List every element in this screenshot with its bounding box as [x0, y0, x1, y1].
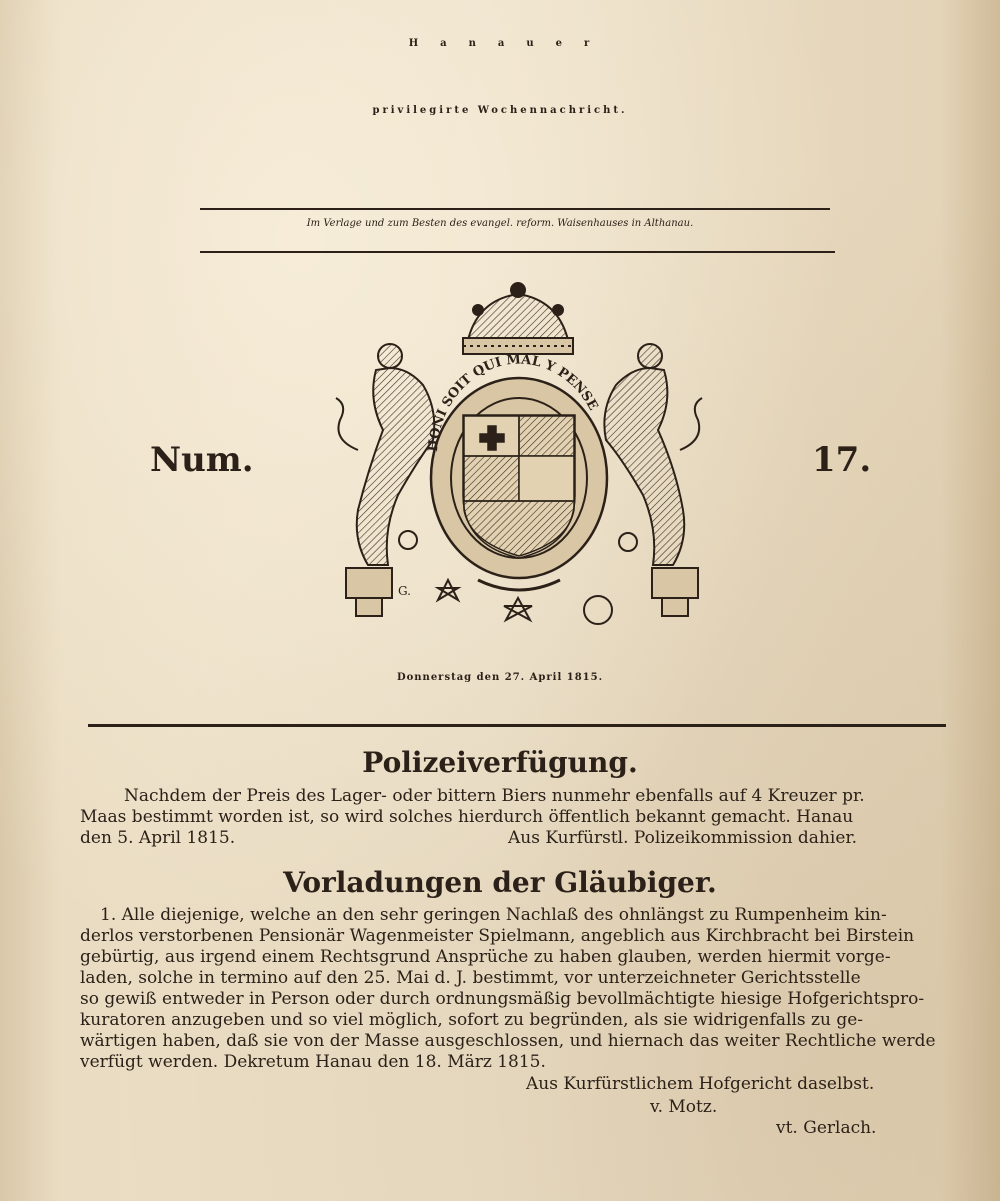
signature-motz: v. Motz.	[650, 1097, 718, 1117]
masthead-title: privilegirte Wochennachricht.	[372, 105, 628, 116]
issue-date: Donnerstag den 27. April 1815.	[396, 672, 604, 683]
royal-coat-of-arms-icon	[328, 280, 708, 650]
creditors-line: gebürtig, aus irgend einem Rechtsgrund Ansprüche zu haben glauben, werden hiermit vorge-	[80, 947, 891, 967]
police-line: Maas bestimmt worden ist, so wird solches hierdurch öffentlich bekannt gemacht. Hanau	[80, 807, 854, 827]
creditors-line: wärtigen haben, daß sie von der Masse ausgeschlossen, und hiernach das weiter Rechtliche werde	[80, 1031, 936, 1051]
creditors-line: 1. Alle diejenige, welche an den sehr geringen Nachlaß des ohnlängst zu Rumpenheim kin-	[100, 905, 887, 925]
masthead-kicker: Hanauer	[408, 38, 612, 49]
right-lion-icon	[604, 344, 702, 565]
engraver-mark: G.	[398, 584, 411, 598]
signature-gerlach: vt. Gerlach.	[776, 1118, 877, 1138]
publisher-rule-top	[200, 208, 830, 210]
shield-icon	[463, 415, 575, 558]
creditors-line: kuratoren anzugeben und so viel möglich, sofort zu begründen, als sie widrigenfalls zu ge-	[80, 1010, 864, 1030]
left-lion-icon	[336, 344, 434, 565]
police-notice-heading: Polizeiverfügung.	[362, 746, 638, 779]
issue-number: 17.	[812, 440, 872, 480]
creditors-line: so gewiß entweder in Person oder durch ordnungsmäßig bevollmächtigte hiesige Hofgerichtspro-	[80, 989, 925, 1009]
creditors-line: verfügt werden. Dekretum Hanau den 18. März 1815.	[80, 1052, 546, 1072]
crown-icon	[463, 283, 573, 354]
creditors-line: laden, solche in termino auf den 25. Mai d. J. bestimmt, vor unterzeichneter Gerichtsstelle	[80, 968, 861, 988]
date-rule	[88, 724, 946, 727]
issue-number-label: Num.	[150, 440, 254, 480]
publisher-rule-bottom	[200, 251, 835, 253]
creditors-notice-heading: Vorladungen der Gläubiger.	[283, 866, 717, 899]
creditors-line: derlos verstorbenen Pensionär Wagenmeister Spielmann, angeblich aus Kirchbracht bei Birstein	[80, 926, 915, 946]
publisher-line: Im Verlage und zum Besten des evangel. reform. Waisenhauses in Althanau.	[306, 218, 694, 229]
police-signature: Aus Kurfürstl. Polizeikommission dahier.	[508, 828, 858, 848]
police-line: Nachdem der Preis des Lager- oder bittern Biers nunmehr ebenfalls auf 4 Kreuzer pr.	[124, 786, 865, 806]
crest-motto: HONI SOIT QUI MAL Y PENSE	[425, 352, 601, 453]
court-signature: Aus Kurfürstlichem Hofgericht daselbst.	[526, 1074, 875, 1094]
police-line: den 5. April 1815.	[80, 828, 236, 848]
